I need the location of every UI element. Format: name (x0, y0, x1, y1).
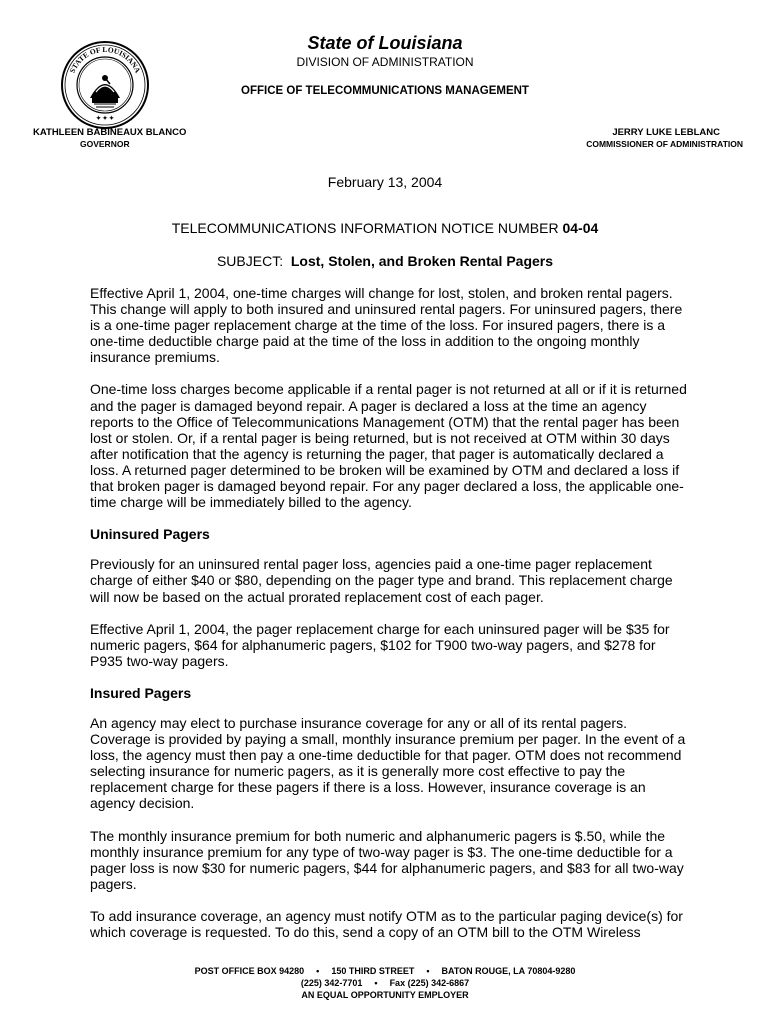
paragraph: Effective April 1, 2004, one-time charges will change for lost, stolen, and broken rental pagers. This change will apply to both insured and uninsured rental pagers. For uninsured pagers, there is a one-time pager replacement charge at the time of the loss. For insured pagers, there is a one-time deductible charge paid at the time of the loss in addition to the ongoing monthly insurance premiums. (90, 285, 683, 366)
footer-fax: Fax (225) 342-6867 (389, 978, 470, 988)
subject-text: Lost, Stolen, and Broken Rental Pagers (290, 253, 554, 269)
paragraph: Previously for an uninsured rental pager loss, agencies paid a one-time pager replacement charge of either $40 or $80, depending on the pager type and brand. This replacement charge will now be based on the actual prorated replacement cost of each pager. (90, 556, 673, 605)
footer-address-line (0, 965, 770, 977)
svg-text:STATE OF LOUISIANA: STATE OF LOUISIANA (67, 44, 143, 75)
commissioner-name: JERRY LUKE LEBLANC (612, 127, 720, 138)
governor-name: KATHLEEN BABINEAUX BLANCO (33, 127, 187, 138)
commissioner-title: COMMISSIONER OF ADMINISTRATION (586, 139, 743, 149)
footer-city: BATON ROUGE, LA 70804-9280 (441, 966, 576, 976)
bullet-separator: • (426, 966, 430, 976)
governor-title: GOVERNOR (80, 139, 130, 149)
state-title: State of Louisiana (307, 33, 463, 53)
svg-text:✦ ✦ ✦: ✦ ✦ ✦ (95, 116, 115, 122)
office-name: OFFICE OF TELECOMMUNICATIONS MANAGEMENT (241, 85, 529, 97)
division-name: DIVISION OF ADMINISTRATION (296, 55, 474, 69)
notice-date: February 13, 2004 (327, 174, 443, 190)
paragraph: An agency may elect to purchase insurance coverage for any or all of its rental pagers. Coverage is provided by paying a small, monthly insurance premium per pager. In the event of a loss, the agency must then pay a one-time deductible for that pager. OTM does not recommend selecting insurance for numeric pagers, as it is generally more cost effective to pay the replacement charge for these pagers if there is a loss. However, insurance coverage is an agency decision. (90, 714, 686, 812)
footer-po-box: POST OFFICE BOX 94280 (194, 966, 305, 976)
footer-street: 150 THIRD STREET (331, 966, 415, 976)
footer-eoe: AN EQUAL OPPORTUNITY EMPLOYER (301, 990, 469, 1000)
page-footer (0, 965, 770, 1001)
paragraph: Effective April 1, 2004, the pager replacement charge for each uninsured pager will be $35 for numeric pagers, $64 for alphanumeric pagers, $102 for T900 two-way pagers, and $278 for P935 two-way pagers. (90, 620, 670, 669)
notice-body (90, 285, 690, 956)
footer-phone-line (0, 977, 770, 989)
bullet-separator: • (316, 966, 320, 976)
notice-number-line (0, 220, 770, 236)
footer-phone: (225) 342-7701 (300, 978, 363, 988)
subject-line (0, 253, 770, 269)
paragraph: To add insurance coverage, an agency must notify OTM as to the particular paging device(s) for which coverage is requested. To do this, send a copy of an OTM bill to the OTM Wireless (90, 907, 683, 940)
bullet-separator: • (374, 978, 378, 988)
notice-number: 04-04 (562, 220, 599, 236)
paragraph: The monthly insurance premium for both numeric and alphanumeric pagers is $.50, while the monthly insurance premium for any type of two-way pager is $3. The one-time deductible for a pager loss is now $30 for numeric pagers, $44 for alphanumeric pagers, and $83 for all two-way pagers. (90, 827, 684, 892)
notice-prefix: TELECOMMUNICATIONS INFORMATION NOTICE NUMBER (171, 220, 563, 236)
subject-label: SUBJECT: (216, 253, 291, 269)
section-heading-insured: Insured Pagers (90, 684, 192, 701)
section-heading-uninsured: Uninsured Pagers (90, 526, 210, 543)
paragraph: One-time loss charges become applicable if a rental pager is not returned at all or if it is returned and the pager is damaged beyond repair. A pager is declared a loss at the time an agency reports to the Office of Telecommunications Management (OTM) that the rental pager has been lost or stolen. Or, if a rental pager is being returned, but is not received at OTM within 30 days after notification that the agency is returning the pager, that pager is automatically declared a loss. A returned pager determined to be broken will be examined by OTM and declared a loss if that broken pager is damaged beyond repair. For any pager declared a loss, the applicable one-time charge will be immediately billed to the agency. (90, 381, 687, 511)
